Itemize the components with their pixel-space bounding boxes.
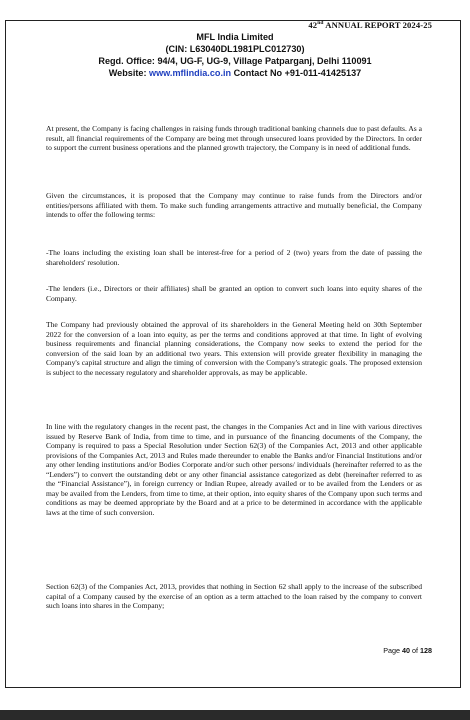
registered-office: Regd. Office: 94/4, UG-F, UG-9, Village Patparganj, Delhi 110091 xyxy=(98,56,372,66)
contact-line xyxy=(20,67,450,79)
paragraph-term-interest-free: -The loans including the existing loan shall be interest-free for a period of 2 (two) years from the date of passing the shareholders' resolution. xyxy=(46,248,422,267)
contact-number: Contact No +91-011-41425137 xyxy=(231,68,362,78)
company-name: MFL India Limited xyxy=(196,32,274,42)
paragraph-term-conversion-option: -The lenders (i.e., Directors or their affiliates) shall be granted an option to convert such loans into equity shares of the Company. xyxy=(46,284,422,303)
viewer-bottom-bar xyxy=(0,710,470,720)
paragraph-regulatory-changes: In line with the regulatory changes in the recent past, the changes in the Companies Act and in line with various directives issued by Reserve Bank of India, from time to time, and in pursuance of the financing documents of the Company, the Company is required to pass a Special Resolution under Section 62(3) of the Companies Act, 2013 and other applicable provisions of the Companies Act, 2013 and Rules made thereunder to enable the Banks and/or Financial Institutions and/or any other lending institutions and/or Bodies Corporate and/or such other persons/ individuals (hereinafter referred to as the “Lenders”) to convert the outstanding debt or any other financial assistance categorized as debt (hereinafter referred to as the “Financial Assistance”), in foreign currency or Indian Rupee, already availed or to be availed from the Lenders or as may be availed from the Lenders, from time to time, at their option, into equity shares of the Company upon such terms and conditions as may be deemed appropriate by the Board and at a price to be determined in accordance with the applicable laws at the time of such conversion. xyxy=(46,422,422,517)
company-header xyxy=(20,31,450,79)
report-ordinal-suffix: nd xyxy=(317,20,324,27)
report-ordinal: 42 xyxy=(308,20,318,30)
paragraph-section-62-3: Section 62(3) of the Companies Act, 2013, provides that nothing in Section 62 shall apply to the increase of the subscribed capital of a Company caused by the exercise of an option as a term attached to the loan raised by the company to convert such loans into shares in the Company; xyxy=(46,582,422,610)
report-header xyxy=(308,20,432,30)
page-prefix: Page xyxy=(383,646,402,655)
paragraph-funding-challenges: At present, the Company is facing challenges in raising funds through traditional banking channels due to past defaults. As a result, all financial requirements of the Company are being met through unsecured loans provided by the Directors. In order to support the current business operations and the planned growth trajectory, the Company is in need of additional funds. xyxy=(46,124,422,152)
paragraph-proposal: Given the circumstances, it is proposed that the Company may continue to raise funds from the Directors and/or entities/persons affiliated with them. To make such funding arrangements attractive and mutually beneficial, the Company intends to offer the following terms: xyxy=(46,191,422,219)
website-link[interactable]: www.mflindia.co.in xyxy=(149,68,232,78)
page-number xyxy=(383,646,432,655)
paragraph-previous-approval: The Company had previously obtained the approval of its shareholders in the General Meeting held on 30th September 2022 for the conversion of a loan into equity, as per the terms and conditions approved at that time. In light of evolving business requirements and financial planning considerations, the Company now seeks to extend the period for the conversion of the said loan by an additional two years. This extension will provide greater flexibility in managing the Company's capital structure and align the timing of conversion with the Company's strategic goals. The proposed extension is subject to the necessary regulatory and shareholder approvals, as may be applicable. xyxy=(46,320,422,377)
page-total: 128 xyxy=(420,646,432,655)
website-label: Website: xyxy=(108,68,150,78)
page-of: of xyxy=(410,646,420,655)
report-title: ANNUAL REPORT 2024-25 xyxy=(323,20,432,30)
page-current: 40 xyxy=(402,646,410,655)
company-cin: (CIN: L63040DL1981PLC012730) xyxy=(165,44,305,54)
